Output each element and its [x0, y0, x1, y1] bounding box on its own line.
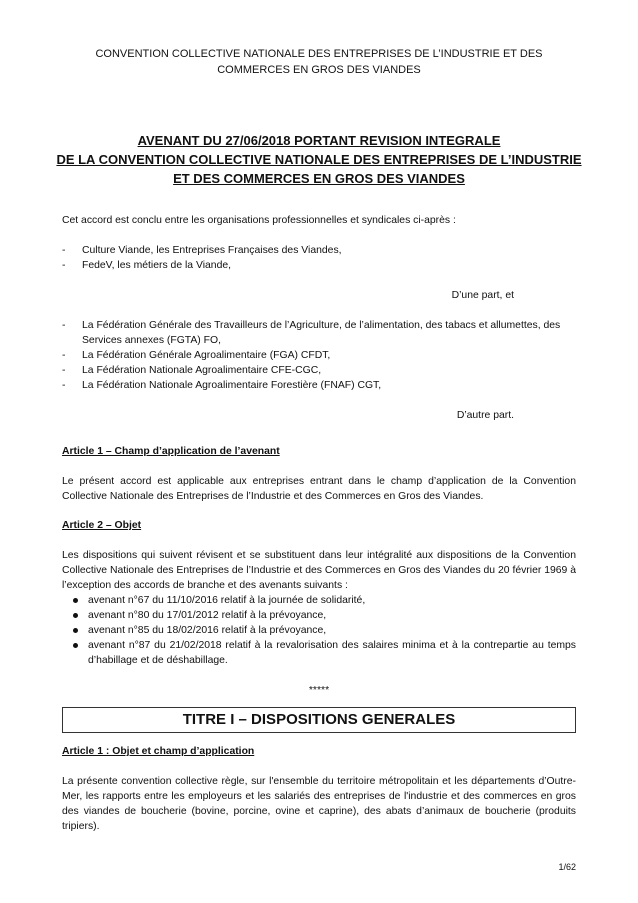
- titre-1-article-1-text: La présente convention collective règle, sur l'ensemble du territoire métropolitain et les départements d’Outre-Mer, les rapports entre les employeurs et les salariés des entreprises de l'industrie et des commerces en gros des viandes de boucherie (bovine, porcine, ovine et caprine), des abats d’animaux de boucherie (produits tripiers).: [62, 776, 576, 832]
- union-parties-list: [62, 318, 576, 393]
- article-2-title: Article 2 – Objet: [62, 520, 142, 531]
- page-number: 1/62: [558, 862, 576, 872]
- title-line-1: AVENANT DU 27/06/2018 PORTANT REVISION INTEGRALE: [137, 133, 501, 148]
- list-item: avenant n°80 du 17/01/2012 relatif à la prévoyance,: [62, 608, 576, 623]
- separator: *****: [308, 685, 330, 696]
- article-2-text: Les dispositions qui suivent révisent et se substituent dans leur intégralité aux dispositions de la Convention Collective Nationale des Entreprises de l’Industrie et des Commerces en Gros des Viandes du 20 février 1969 à l’exception des accords de branche et des avenants suivants :: [62, 550, 576, 591]
- list-item: avenant n°67 du 11/10/2016 relatif à la journée de solidarité,: [62, 593, 576, 608]
- list-item: - La Fédération Générale des Travailleurs de l’Agriculture, de l’alimentation, des tabacs et allumettes, des Services annexes (FGTA) FO,: [62, 318, 576, 348]
- excluded-avenants-list: [62, 593, 576, 668]
- title-line-3: ET DES COMMERCES EN GROS DES VIANDES: [173, 171, 465, 186]
- article-2-section: [62, 518, 576, 698]
- party1-closing: D’une part, et: [451, 290, 514, 301]
- list-item: - La Fédération Nationale Agroalimentaire CFE-CGC,: [62, 363, 576, 378]
- list-item: - La Fédération Nationale Agroalimentaire Forestière (FNAF) CGT,: [62, 378, 576, 393]
- title-line-2: DE LA CONVENTION COLLECTIVE NATIONALE DES ENTREPRISES DE L’INDUSTRIE: [56, 152, 582, 167]
- article-1-text: Le présent accord est applicable aux entreprises entrant dans le champ d’application de la Convention Collective Nationale des Entreprises de l’Industrie et des Commerces en Gros des Viandes.: [62, 476, 576, 502]
- list-item: avenant n°87 du 21/02/2018 relatif à la revalorisation des salaires minima et à la contrepartie au temps d’habillage et de déshabillage.: [62, 638, 576, 668]
- parties-section: [62, 213, 576, 423]
- article-1-title: Article 1 – Champ d’application de l’avenant: [62, 446, 280, 457]
- titre-1-article-1-title: Article 1 : Objet et champ d’application: [62, 746, 255, 757]
- party2-closing: D’autre part.: [456, 410, 514, 421]
- running-header: CONVENTION COLLECTIVE NATIONALE DES ENTREPRISES DE L’INDUSTRIE ET DES COMMERCES EN GROS DES VIANDES: [95, 48, 543, 76]
- titre-heading: TITRE I – DISPOSITIONS GENERALES: [62, 707, 576, 733]
- list-item: - Culture Viande, les Entreprises Françaises des Viandes,: [62, 243, 576, 258]
- titre-1-article-1-section: [62, 744, 576, 834]
- list-item: - FedeV, les métiers de la Viande,: [62, 258, 576, 273]
- list-item: avenant n°85 du 18/02/2016 relatif à la prévoyance,: [62, 623, 576, 638]
- employer-parties-list: [62, 243, 576, 273]
- list-item: - La Fédération Générale Agroalimentaire (FGA) CFDT,: [62, 348, 576, 363]
- intro-text: Cet accord est conclu entre les organisations professionnelles et syndicales ci-après :: [62, 215, 456, 226]
- document-title: [55, 131, 583, 188]
- article-1-section: [62, 444, 576, 504]
